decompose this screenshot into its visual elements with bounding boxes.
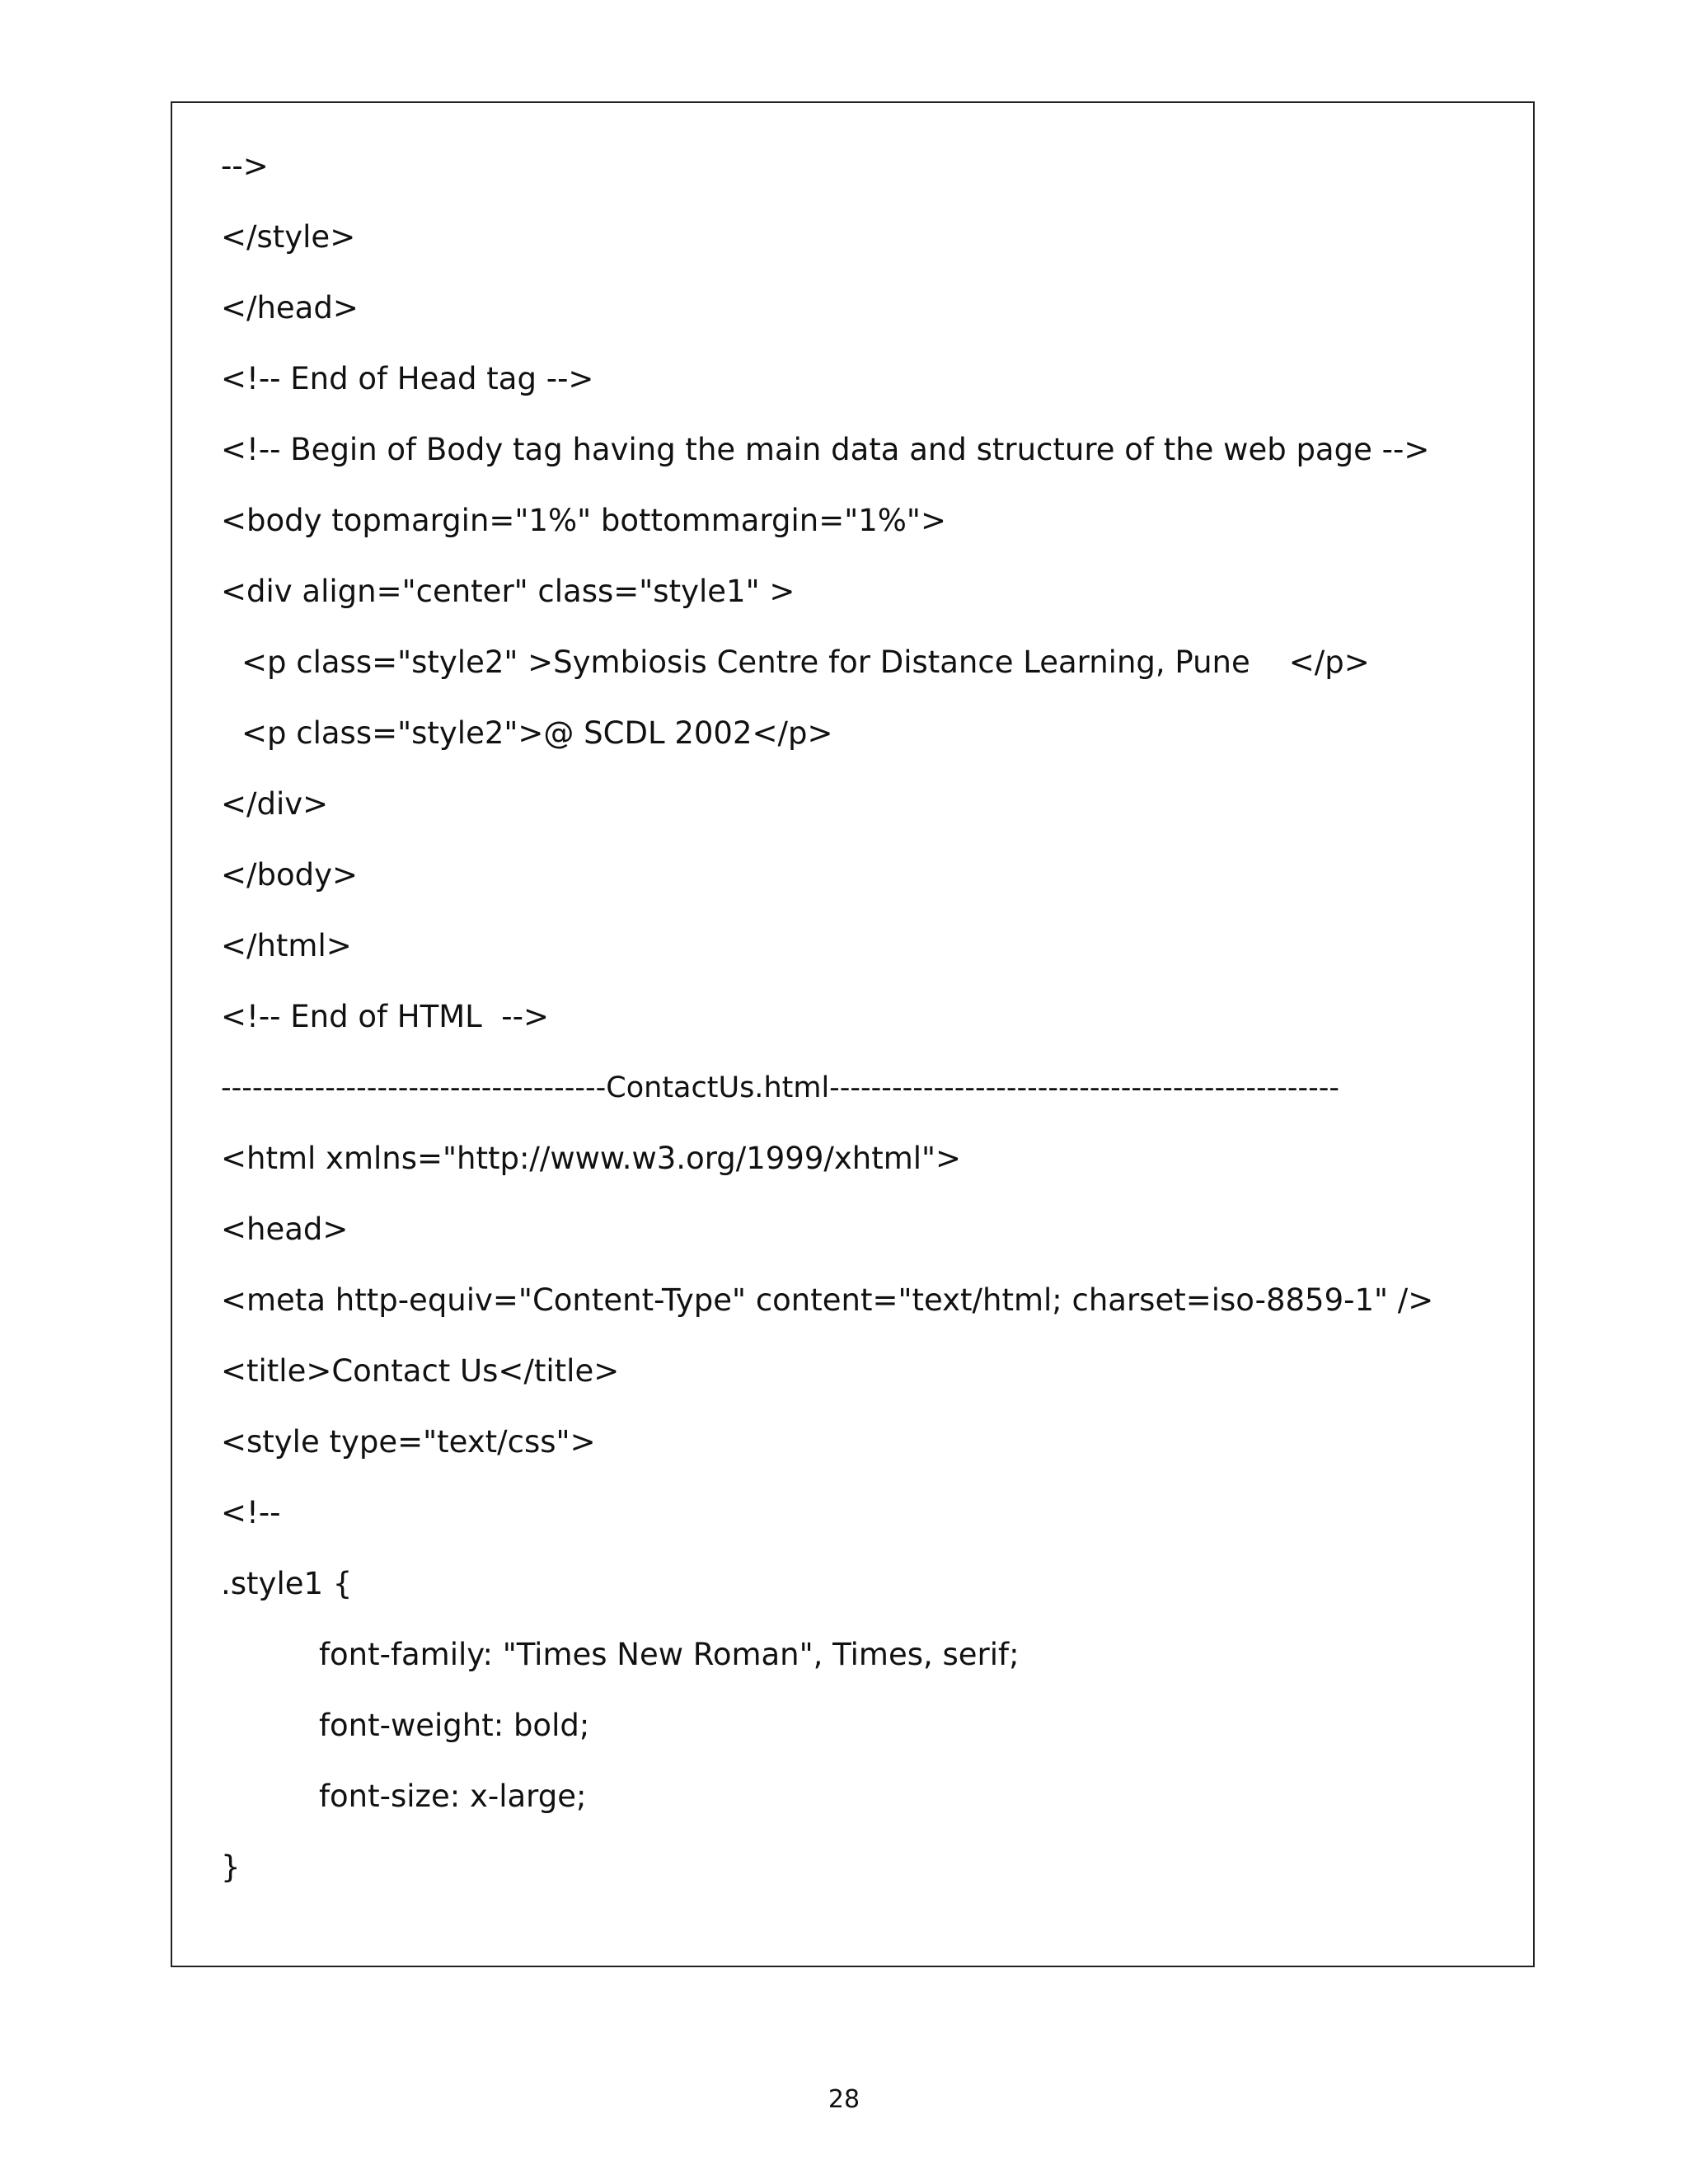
code-line-24: font-size: x-large;: [319, 1779, 587, 1814]
code-line-21: .style1 {: [221, 1566, 353, 1601]
page-number: 28: [828, 2085, 860, 2114]
code-line-3: </head>: [221, 290, 359, 326]
code-line-17: <meta http-equiv="Content-Type" content="text/html; charset=iso-8859-1" />: [221, 1282, 1434, 1318]
code-line-18: <title>Contact Us</title>: [221, 1353, 620, 1389]
code-line-9: <p class="style2">@ SCDL 2002</p>: [241, 715, 833, 751]
code-line-7: <div align="center" class="style1" >: [221, 574, 795, 609]
code-line-19: <style type="text/css">: [221, 1424, 596, 1460]
code-line-25: }: [221, 1849, 241, 1885]
code-line-4: <!-- End of Head tag -->: [221, 361, 594, 396]
code-line-12: </html>: [221, 928, 352, 963]
code-line-20: <!--: [221, 1495, 281, 1530]
code-line-15: <html xmlns="http://www.w3.org/1999/xhtml">: [221, 1141, 962, 1176]
file-separator-contactus: -------------------------------------ContactUs.html-------------------------------------------------: [221, 1071, 1340, 1104]
code-line-5: <!-- Begin of Body tag having the main data and structure of the web page -->: [221, 432, 1430, 467]
code-line-10: </div>: [221, 786, 329, 822]
code-line-1: -->: [221, 148, 269, 184]
code-line-16: <head>: [221, 1212, 349, 1247]
code-line-23: font-weight: bold;: [319, 1708, 590, 1743]
code-line-11: </body>: [221, 857, 358, 893]
code-line-22: font-family: "Times New Roman", Times, serif;: [319, 1637, 1020, 1672]
code-line-13: <!-- End of HTML -->: [221, 999, 549, 1034]
code-line-8: <p class="style2" >Symbiosis Centre for Distance Learning, Pune </p>: [241, 644, 1370, 680]
code-line-6: <body topmargin="1%" bottommargin="1%">: [221, 503, 946, 538]
code-line-2: </style>: [221, 219, 356, 255]
